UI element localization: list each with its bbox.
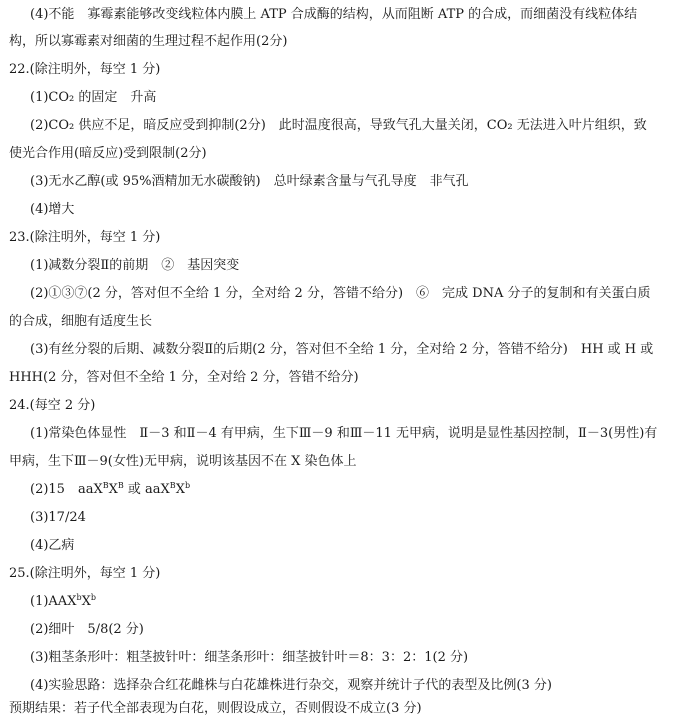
text-segment: (1)AAX — [30, 594, 77, 609]
superscript: b — [184, 481, 191, 490]
superscript: B — [117, 481, 124, 490]
text-line: (4)增大 — [30, 202, 75, 217]
text-segment: X — [81, 594, 91, 609]
question-heading-24: 24.(每空 2 分) — [9, 398, 96, 413]
text-line: (2)CO₂ 供应不足，暗反应受到抑制(2分) 此时温度很高，导致气孔大量关闭，CO₂ 无法进入叶片组织，致 — [30, 118, 647, 133]
text-segment: (2)15 aaX — [30, 482, 103, 497]
question-heading-23: 23.(除注明外，每空 1 分) — [9, 230, 161, 245]
superscript: B — [102, 481, 109, 490]
text-line: 甲病，生下Ⅲ－9(女性)无甲病，说明该基因不在 X 染色体上 — [9, 454, 357, 469]
superscript: b — [76, 593, 82, 602]
text-line: (4)不能 寡霉素能够改变线粒体内膜上 ATP 合成酶的结构，从而阻断 ATP 的合成，而细菌没有线粒体结 — [30, 7, 638, 22]
text-line: 构，所以寡霉素对细菌的生理过程不起作用(2分) — [9, 34, 288, 49]
text-segment: X — [108, 482, 118, 497]
text-segment: 或 aaX — [123, 482, 170, 497]
text-line: (4)实验思路：选择杂合红花雌株与白花雄株进行杂交，观察并统计子代的表型及比例(3 分) — [30, 678, 552, 693]
text-line: (4)乙病 — [30, 538, 75, 553]
text-line: 的合成，细胞有适度生长 — [9, 314, 153, 329]
superscript: b — [90, 593, 96, 602]
superscript: B — [169, 481, 176, 490]
text-line: (1)CO₂ 的固定 升高 — [30, 90, 157, 105]
text-line: (2)①③⑦(2 分，答对但不全给 1 分，全对给 2 分，答错不给分) ⑥ 完成 DNA 分子的复制和有关蛋白质 — [30, 286, 651, 301]
text-line: (2)细叶 5/8(2 分) — [30, 622, 144, 637]
question-heading-22: 22.(除注明外，每空 1 分) — [9, 62, 161, 77]
text-line: (3)17/24 — [30, 510, 86, 525]
question-heading-25: 25.(除注明外，每空 1 分) — [9, 566, 161, 581]
text-line: (1)常染色体显性 Ⅱ－3 和Ⅱ－4 有甲病，生下Ⅲ－9 和Ⅲ－11 无甲病，说明是显性基因控制，Ⅱ－3(男性)有 — [30, 426, 658, 441]
text-line: 预期结果：若子代全部表现为白花，则假设成立，否则假设不成立(3 分) — [9, 701, 422, 716]
text-line-genotype — [0, 593, 687, 611]
text-line: 使光合作用(暗反应)受到限制(2分) — [9, 146, 207, 161]
text-segment: X — [175, 482, 185, 497]
text-line-genotype — [0, 481, 687, 499]
text-line: (3)有丝分裂的后期、减数分裂Ⅱ的后期(2 分，答对但不全给 1 分，全对给 2 分，答错不给分) HH 或 H 或 — [30, 342, 654, 357]
text-line: (3)粗茎条形叶：粗茎披针叶：细茎条形叶：细茎披针叶＝8：3：2：1(2 分) — [30, 650, 469, 665]
text-line: (3)无水乙醇(或 95%酒精加无水碳酸钠) 总叶绿素含量与气孔导度 非气孔 — [30, 174, 469, 189]
text-line: HHH(2 分，答对但不全给 1 分，全对给 2 分，答错不给分) — [9, 370, 359, 385]
text-line: (1)减数分裂Ⅱ的前期 ② 基因突变 — [30, 258, 240, 273]
